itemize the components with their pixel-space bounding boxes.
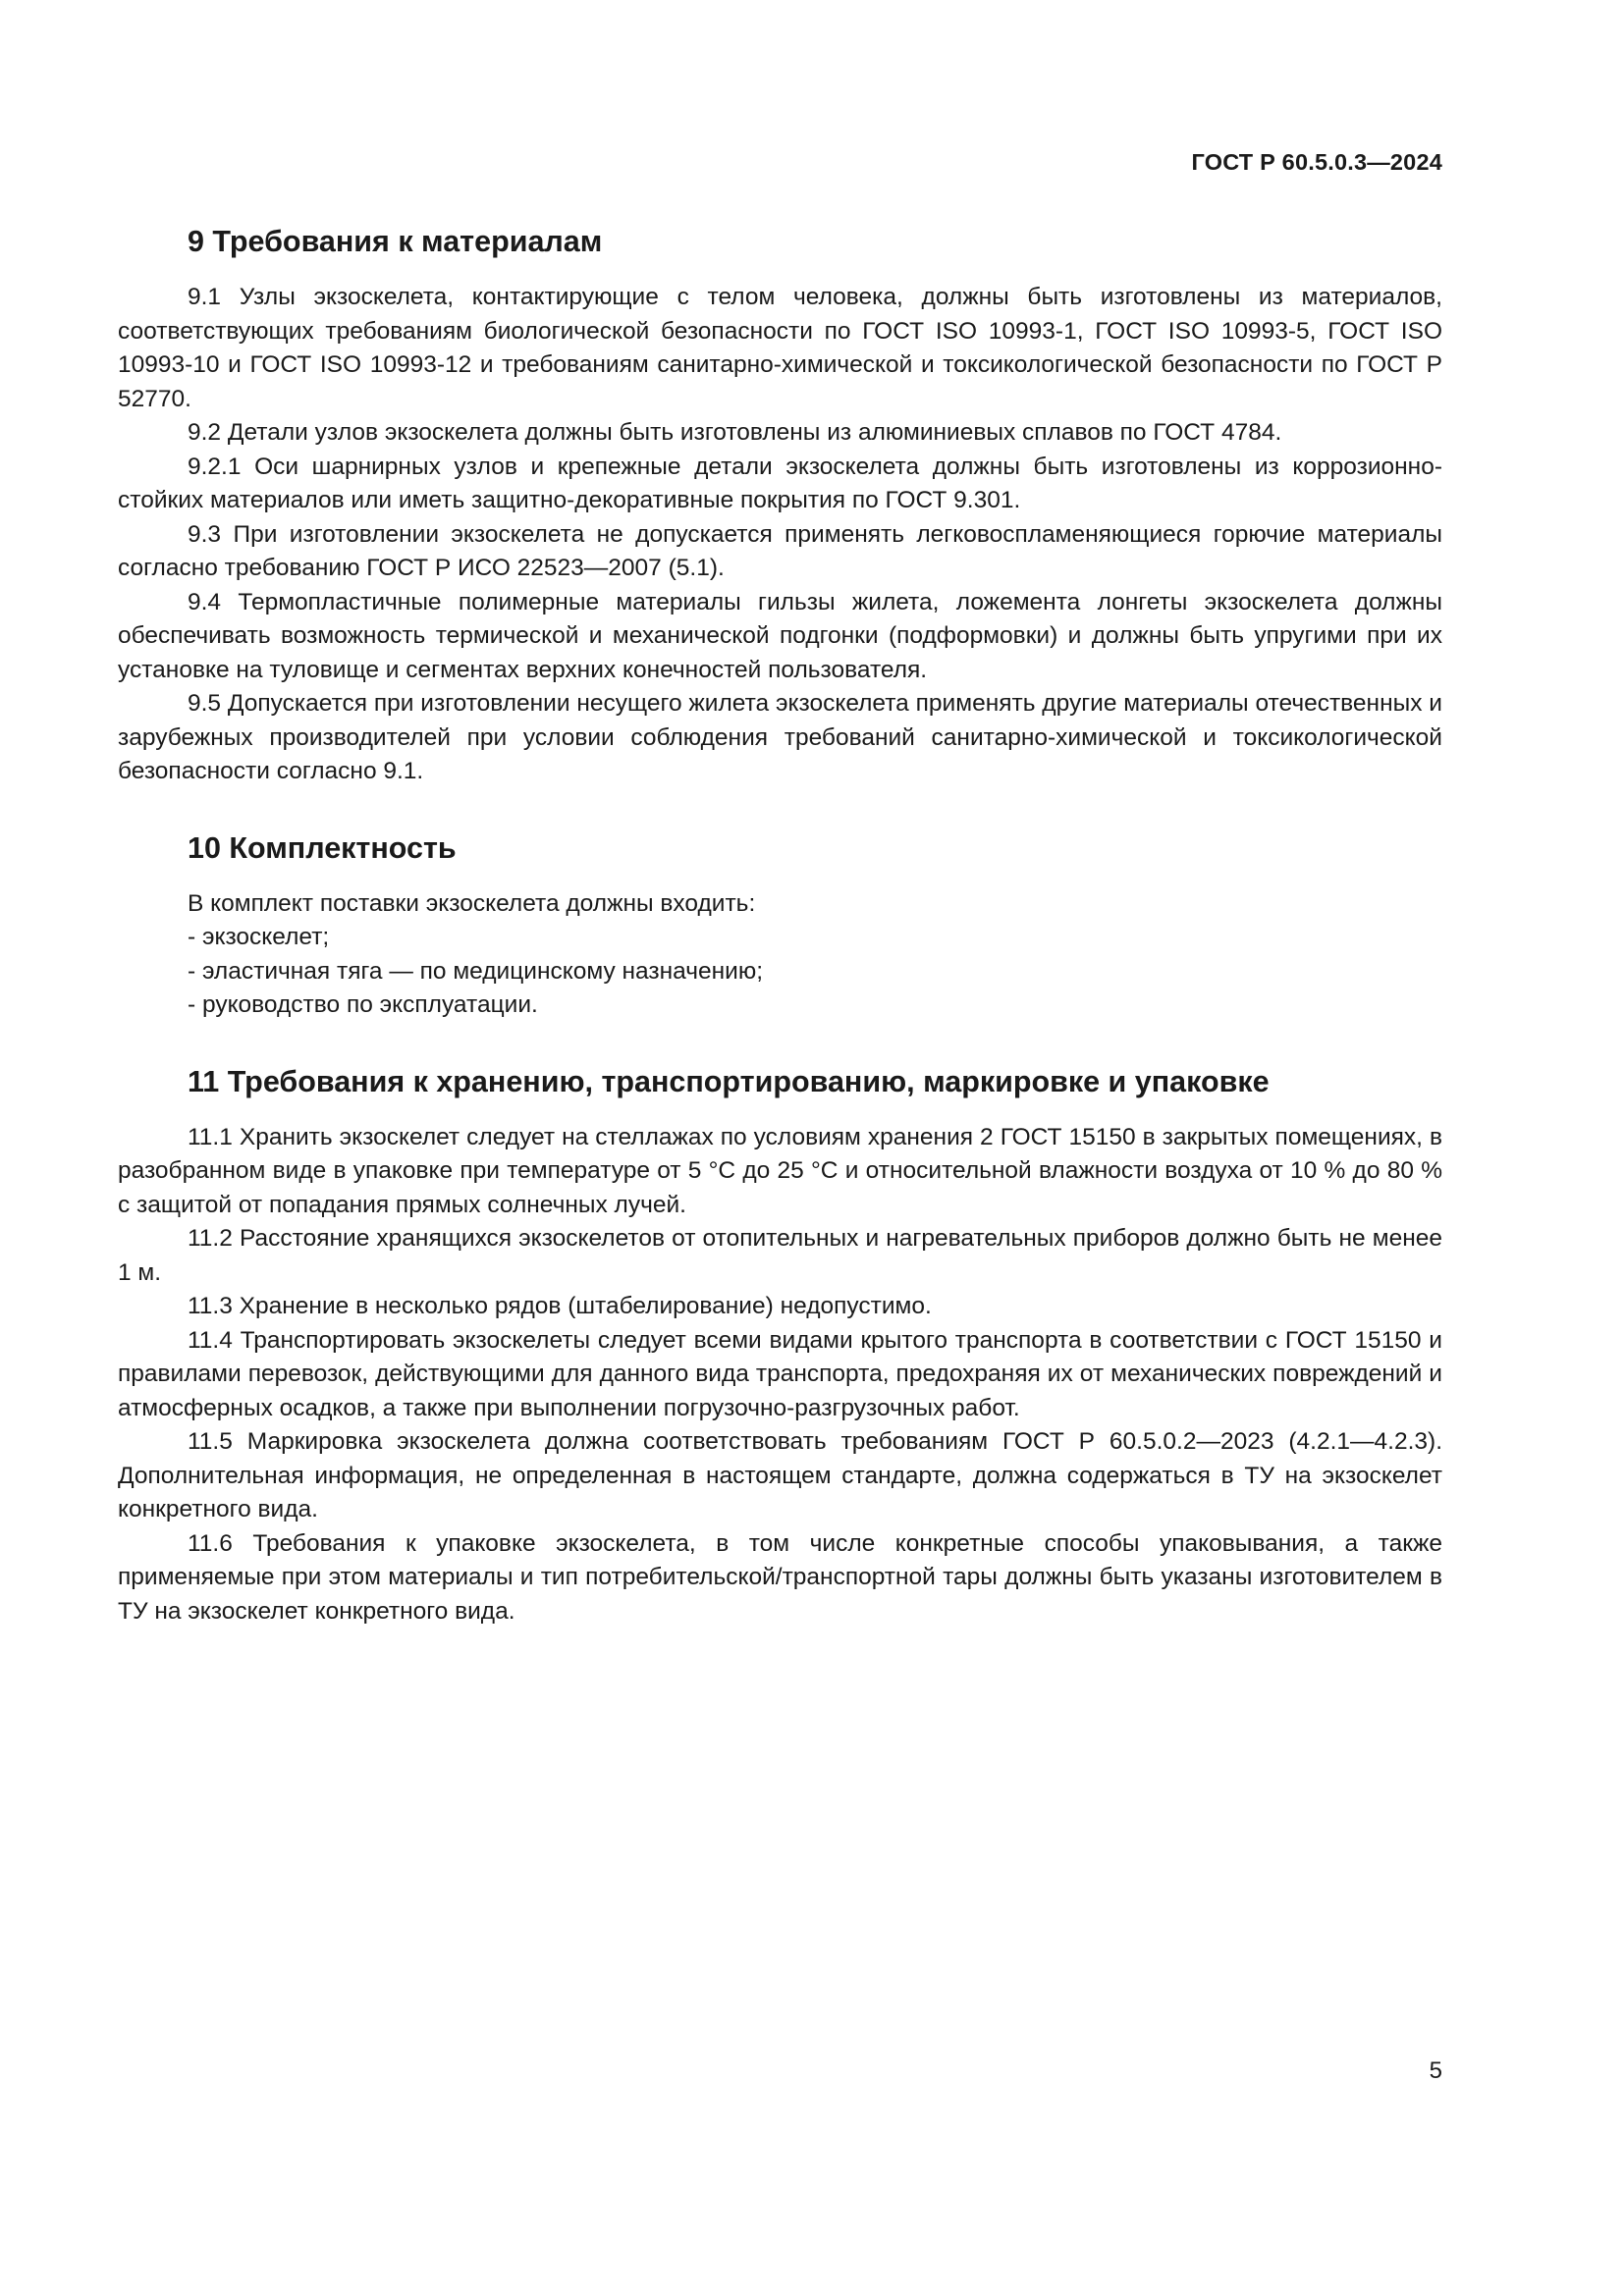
list-item: - экзоскелет; (188, 924, 330, 950)
paragraph-11-1: 11.1 Хранить экзоскелет следует на стеллажах по условиям хранения 2 ГОСТ 15150 в закрытых помещениях, в разобранном виде в упаковке при температуре от 5 °С до 25 °С и относительной влажности воздуха от 10 % до 80 % с защитой от попадания прямых солнечных лучей. (118, 1123, 1442, 1218)
paragraph-9-3: 9.3 При изготовлении экзоскелета не допускается применять легковоспламеняющиеся горючие материалы согласно требованию ГОСТ Р ИСО 22523—2007 (5.1). (118, 520, 1442, 581)
paragraph-11-3: 11.3 Хранение в несколько рядов (штабелирование) недопустимо. (188, 1293, 932, 1319)
paragraph-9-4: 9.4 Термопластичные полимерные материалы гильзы жилета, ложемента лонгеты экзоскелета должны обеспечивать возможность термической и механической подгонки (подформовки) и должны быть упругими при их установке на туловище и сегментах верхних конечностей пользователя. (118, 588, 1442, 683)
section-title: 10 Комплектность (188, 830, 457, 865)
paragraph-11-2: 11.2 Расстояние хранящихся экзоскелетов от отопительных и нагревательных приборов должно быть не менее 1 м. (118, 1225, 1442, 1286)
document-code-header: ГОСТ Р 60.5.0.3—2024 (1191, 149, 1442, 175)
section-10-completeness (118, 827, 1442, 1023)
page-number: 5 (1429, 2057, 1442, 2084)
paragraph-9-2: 9.2 Детали узлов экзоскелета должны быть изготовлены из алюминиевых сплавов по ГОСТ 4784. (188, 419, 1282, 446)
paragraph-11-6: 11.6 Требования к упаковке экзоскелета, в том числе конкретные способы упаковывания, а также применяемые при этом материалы и тип потребительской/транспортной тары должны быть указаны изготовителем в ТУ на экзоскелет конкретного вида. (118, 1529, 1442, 1625)
section-title: 9 Требования к материалам (188, 225, 603, 258)
section-title: 11 Требования к хранению, транспортированию, маркировке и упаковке (188, 1064, 1270, 1098)
paragraph-11-5: 11.5 Маркировка экзоскелета должна соответствовать требованиям ГОСТ Р 60.5.0.2—2023 (4.2.1—4.2.3). Дополнительная информация, не определенная в настоящем стандарте, должна содержаться в ТУ на экзоскелет конкретного вида. (118, 1428, 1442, 1522)
document-body (118, 220, 1442, 1666)
paragraph-9-5: 9.5 Допускается при изготовлении несущего жилета экзоскелета применять другие материалы отечественных и зарубежных производителей при условии соблюдения требований санитарно-химической и токсикологической безопасности согласно 9.1. (118, 690, 1442, 784)
list-item: - эластичная тяга — по медицинскому назначению; (188, 957, 764, 985)
paragraph-9-1: 9.1 Узлы экзоскелета, контактирующие с телом человека, должны быть изготовлены из материалов, соответствующих требованиям биологической безопасности по ГОСТ ISO 10993-1, ГОСТ ISO 10993-5, ГОСТ ISO 10993-10 и ГОСТ ISO 10993-12 и требованиям санитарно-химической и токсикологической безопасности по ГОСТ Р 52770. (118, 284, 1442, 412)
paragraph-11-4: 11.4 Транспортировать экзоскелеты следует всеми видами крытого транспорта в соответствии с ГОСТ 15150 и правилами перевозок, действующими для данного вида транспорта, предохраняя их от механических повреждений и атмосферных осадков, а также при выполнении погрузочно-разгрузочных работ. (118, 1326, 1442, 1421)
section-11-storage-transport (118, 1060, 1442, 1629)
list-intro: В комплект поставки экзоскелета должны входить: (188, 889, 756, 917)
paragraph-9-2-1: 9.2.1 Оси шарнирных узлов и крепежные детали экзоскелета должны быть изготовлены из коррозионно-стойких материалов или иметь защитно-декоративные покрытия по ГОСТ 9.301. (118, 453, 1442, 513)
list-item: - руководство по эксплуатации. (188, 991, 538, 1018)
section-9-materials (118, 220, 1442, 789)
